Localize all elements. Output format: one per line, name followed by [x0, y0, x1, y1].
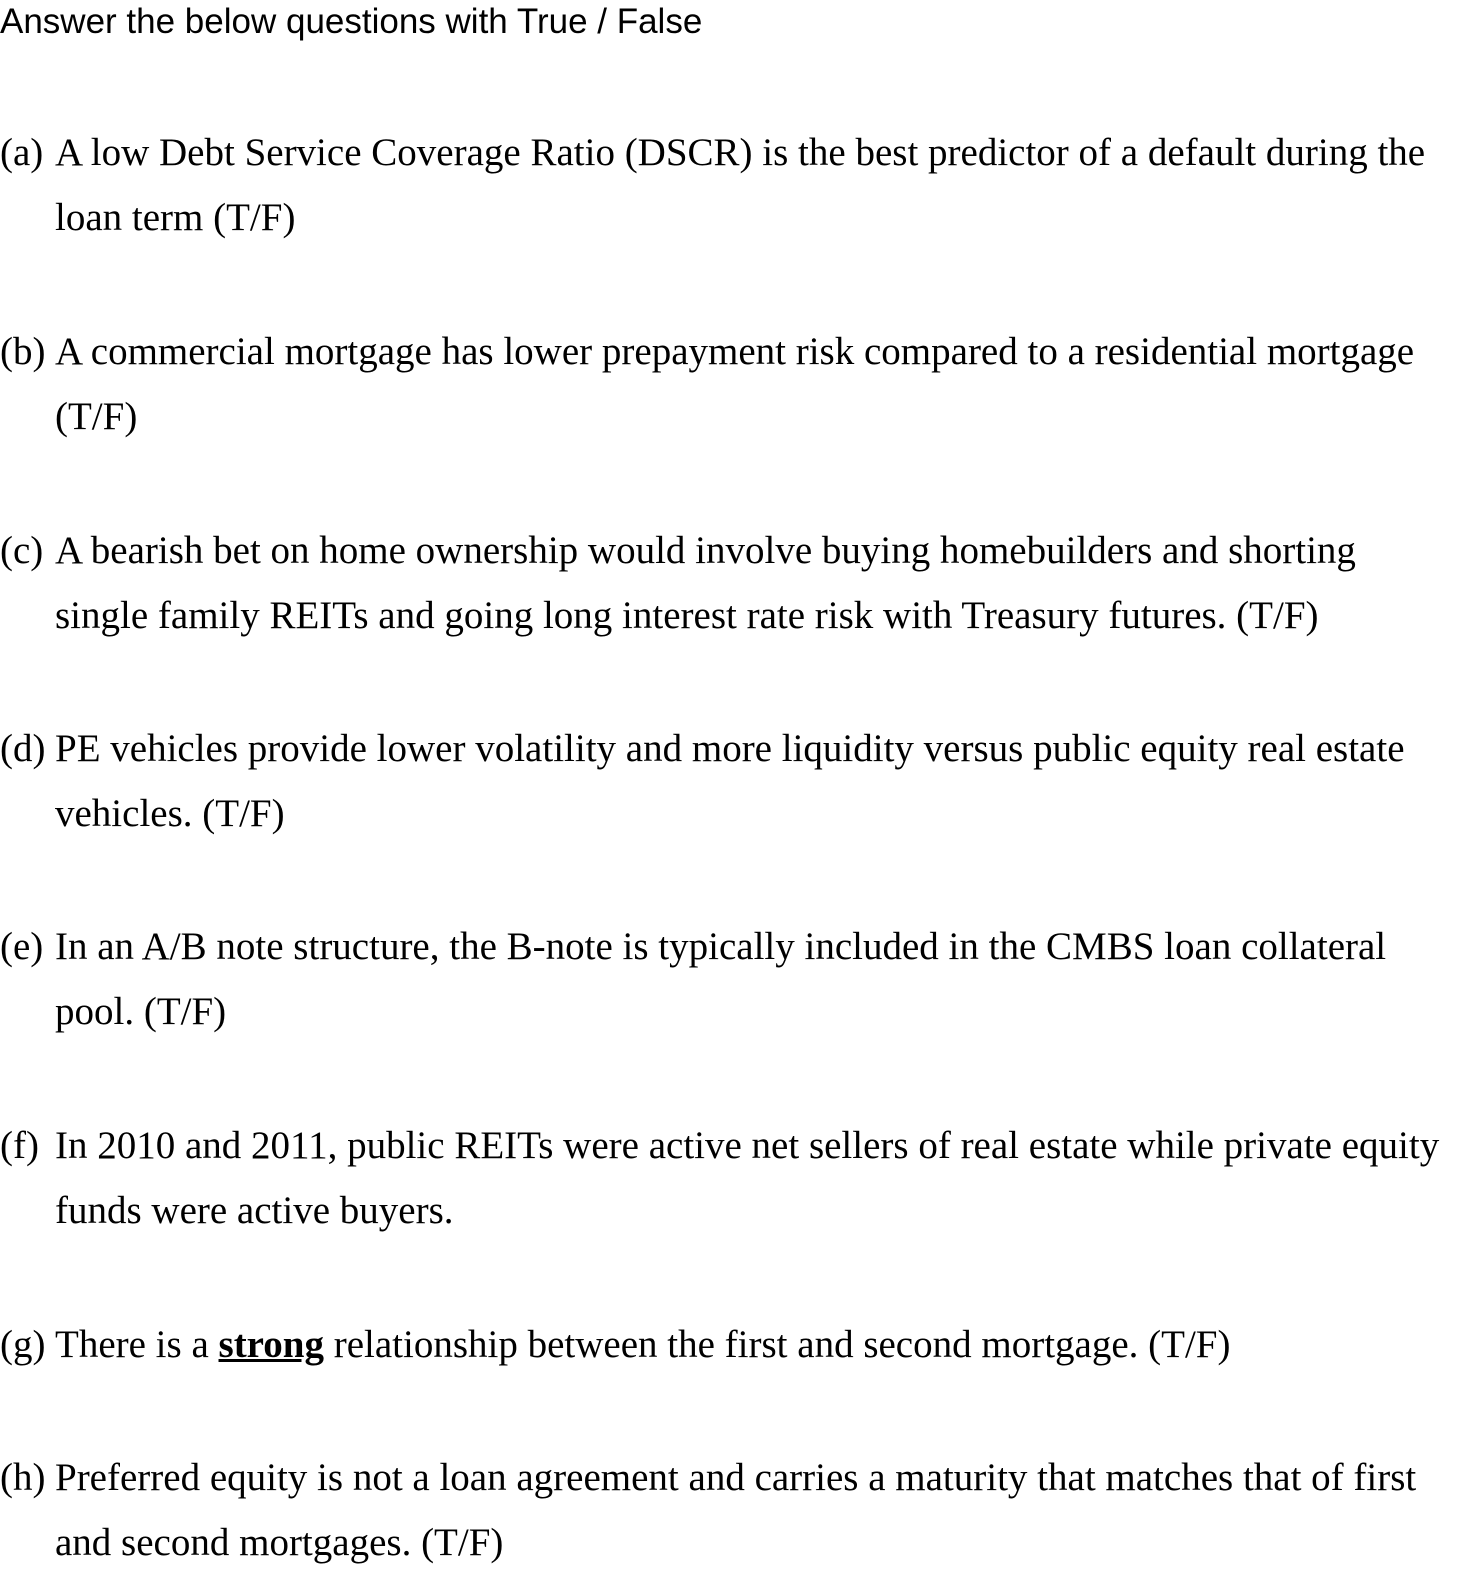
question-e-text: In an A/B note structure, the B-note is typically included in the CMBS loan collateral	[55, 925, 1387, 968]
question-h-marker: (h)	[0, 1456, 46, 1499]
question-e-marker: (e)	[0, 925, 44, 968]
question-c	[0, 518, 1440, 648]
question-a-text-cont: loan term (T/F)	[55, 196, 296, 239]
question-d-line1	[0, 716, 1440, 781]
question-c-marker: (c)	[0, 529, 44, 572]
question-g-line1	[0, 1312, 1440, 1377]
question-h-line2	[0, 1510, 1440, 1575]
question-g-marker: (g)	[0, 1323, 46, 1366]
question-d-marker: (d)	[0, 727, 46, 770]
question-f-text: In 2010 and 2011, public REITs were active net sellers of real estate while private equity	[55, 1124, 1440, 1167]
question-a-marker: (a)	[0, 131, 44, 174]
question-e-line2	[0, 979, 1440, 1044]
question-f	[0, 1113, 1440, 1243]
question-g-emphasis: strong	[218, 1323, 324, 1366]
question-b-line2	[0, 384, 1440, 449]
question-g	[0, 1312, 1440, 1377]
question-d	[0, 716, 1440, 846]
question-b	[0, 319, 1440, 449]
question-g-text-post: relationship between the first and second mortgage. (T/F)	[323, 1323, 1231, 1366]
question-e-line1	[0, 914, 1440, 979]
question-g-text-pre: There is a	[55, 1323, 219, 1366]
question-c-line1	[0, 518, 1440, 583]
question-a-line2	[0, 185, 1440, 250]
question-h-text: Preferred equity is not a loan agreement and carries a maturity that matches that of first	[55, 1456, 1417, 1499]
question-e	[0, 914, 1440, 1044]
question-b-text-cont: (T/F)	[55, 395, 138, 438]
question-f-line2	[0, 1178, 1440, 1243]
question-a	[0, 120, 1440, 250]
question-b-line1	[0, 319, 1440, 384]
question-f-text-cont: funds were active buyers.	[55, 1189, 454, 1232]
question-d-line2	[0, 781, 1440, 846]
question-h	[0, 1445, 1440, 1575]
question-b-marker: (b)	[0, 330, 46, 373]
question-c-text-cont: single family REITs and going long interest rate risk with Treasury futures. (T/F)	[55, 594, 1319, 637]
question-h-line1	[0, 1445, 1440, 1510]
question-b-text: A commercial mortgage has lower prepayment risk compared to a residential mortgage	[55, 330, 1415, 373]
question-f-marker: (f)	[0, 1124, 39, 1167]
question-a-text: A low Debt Service Coverage Ratio (DSCR) is the best predictor of a default during the	[55, 131, 1426, 174]
question-c-text: A bearish bet on home ownership would involve buying homebuilders and shorting	[55, 529, 1356, 572]
question-h-text-cont: and second mortgages. (T/F)	[55, 1521, 504, 1564]
question-f-line1	[0, 1113, 1440, 1178]
question-d-text: PE vehicles provide lower volatility and more liquidity versus public equity real estate	[55, 727, 1405, 770]
question-c-line2	[0, 583, 1440, 648]
instructions-heading: Answer the below questions with True / False	[0, 2, 703, 41]
question-e-text-cont: pool. (T/F)	[55, 990, 227, 1033]
question-d-text-cont: vehicles. (T/F)	[55, 792, 285, 835]
question-a-line1	[0, 120, 1440, 185]
